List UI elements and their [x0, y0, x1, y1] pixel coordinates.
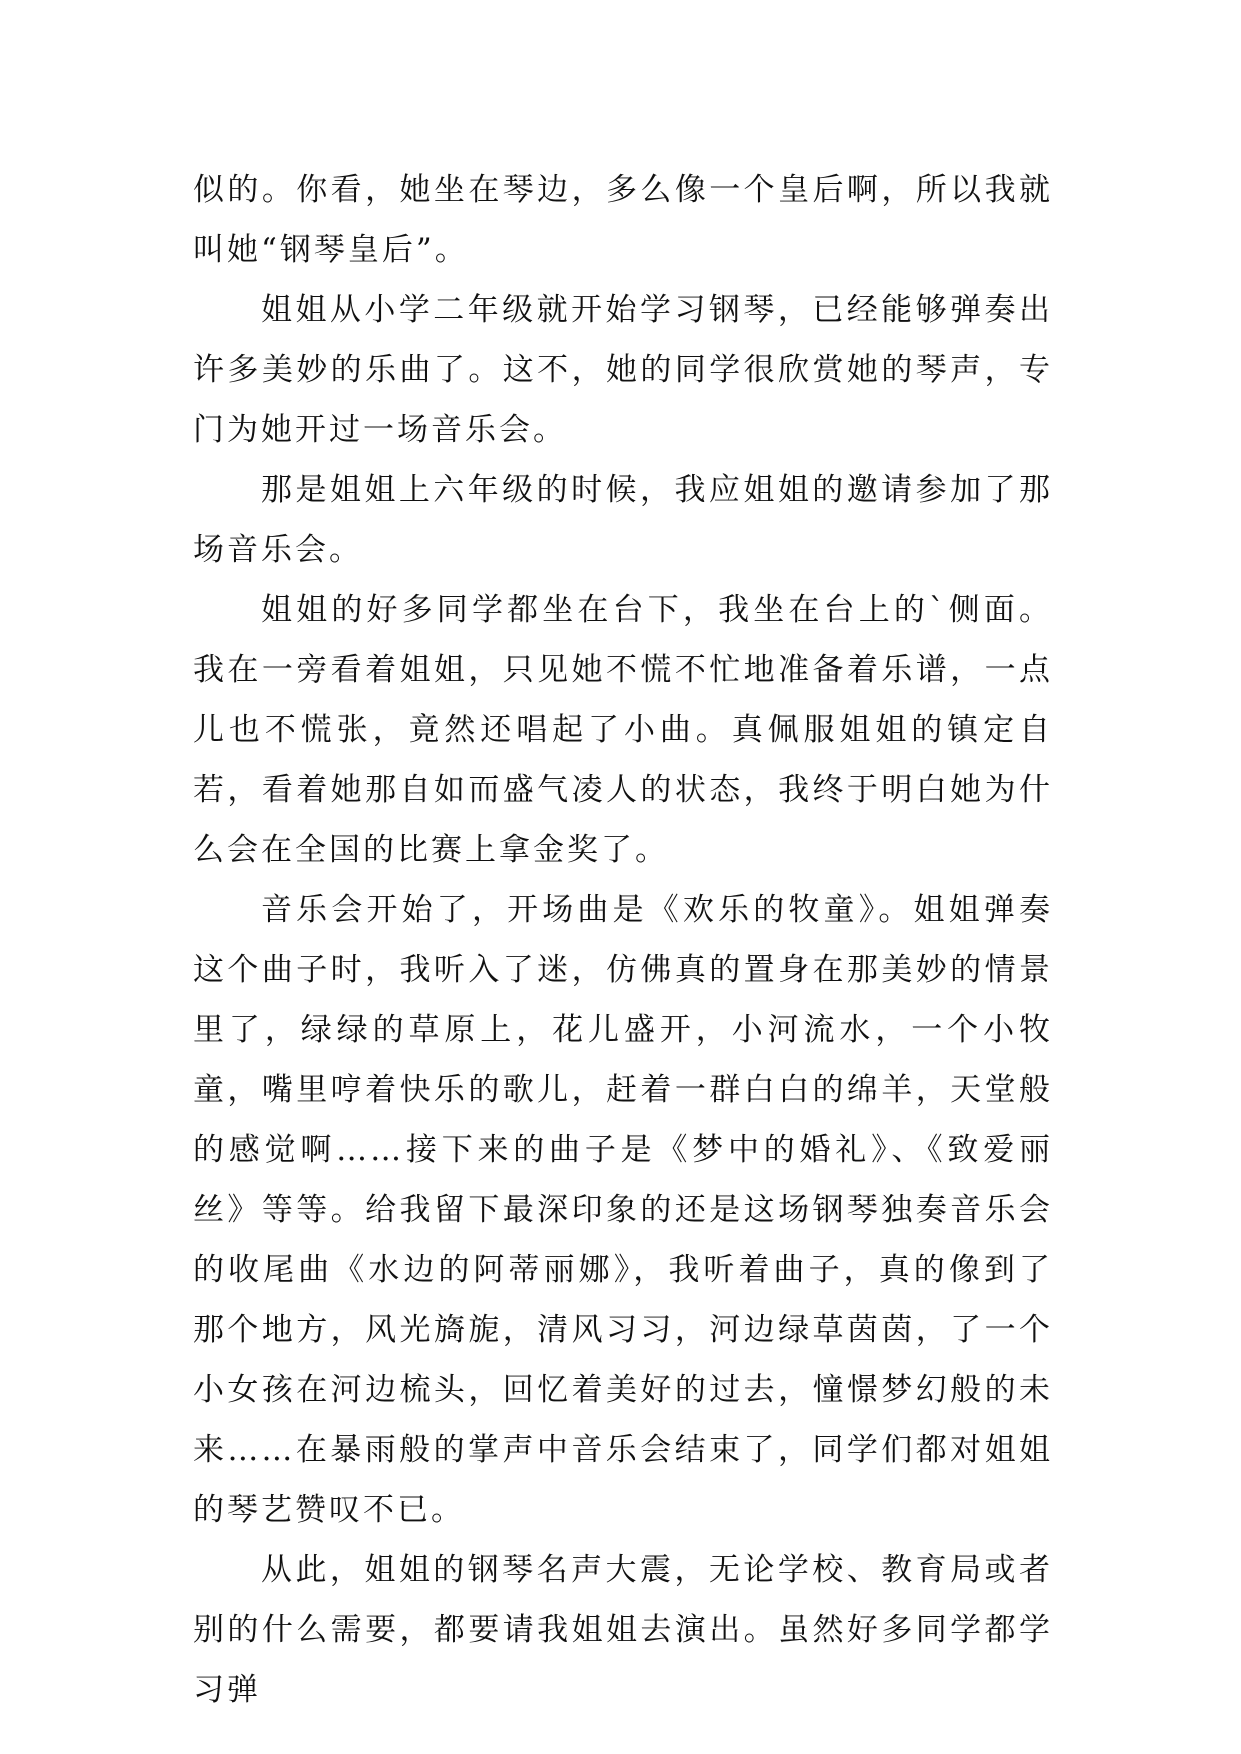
paragraph-6: 从此，姐姐的钢琴名声大震，无论学校、教育局或者别的什么需要，都要请我姐姐去演出。虽然好多同学都学习弹 — [193, 1552, 1053, 1708]
paragraph-1: 似的。你看，她坐在琴边，多么像一个皇后啊，所以我就叫她“钢琴皇后”。 — [193, 172, 1053, 268]
paragraph-4: 姐姐的好多同学都坐在台下，我坐在台上的`侧面。我在一旁看着姐姐，只见她不慌不忙地准备着乐谱，一点儿也不慌张，竟然还唱起了小曲。真佩服姐姐的镇定自若，看着她那自如而盛气凌人的状态，我终于明白她为什么会在全国的比赛上拿金奖了。 — [193, 592, 1053, 868]
paragraph-2: 姐姐从小学二年级就开始学习钢琴，已经能够弹奏出许多美妙的乐曲了。这不，她的同学很欣赏她的琴声，专门为她开过一场音乐会。 — [193, 292, 1053, 448]
paragraph-5: 音乐会开始了，开场曲是《欢乐的牧童》。姐姐弹奏这个曲子时，我听入了迷，仿佛真的置身在那美妙的情景里了，绿绿的草原上，花儿盛开，小河流水，一个小牧童，嘴里哼着快乐的歌儿，赶着一群白白的绵羊，天堂般的感觉啊……接下来的曲子是《梦中的婚礼》、《致爱丽丝》等等。给我留下最深印象的还是这场钢琴独奏音乐会的收尾曲《水边的阿蒂丽娜》，我听着曲子，真的像到了那个地方，风光旖旎，清风习习，河边绿草茵茵，了一个小女孩在河边梳头，回忆着美好的过去，憧憬梦幻般的未来……在暴雨般的掌声中音乐会结束了，同学们都对姐姐的琴艺赞叹不已。 — [193, 892, 1053, 1528]
paragraph-3: 那是姐姐上六年级的时候，我应姐姐的邀请参加了那场音乐会。 — [193, 472, 1053, 568]
document-body — [193, 160, 1053, 1720]
